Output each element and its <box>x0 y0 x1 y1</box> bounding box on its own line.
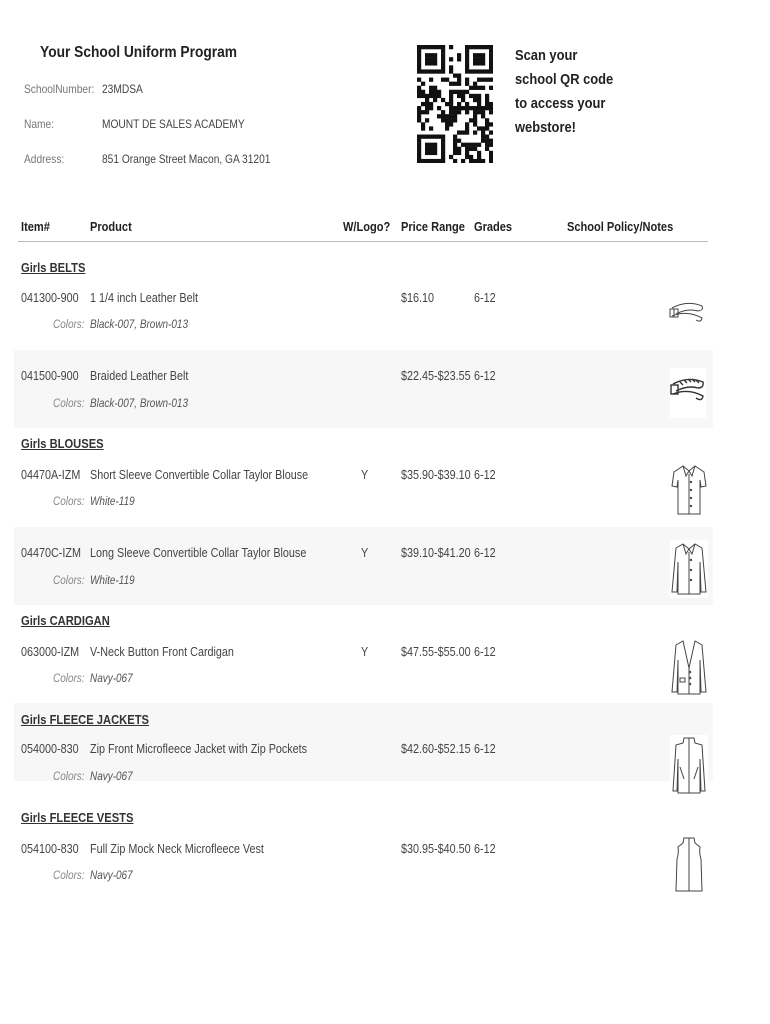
grades: 6-12 <box>474 368 496 383</box>
item-number: 054000-830 <box>21 741 79 756</box>
belt-icon[interactable] <box>668 298 706 326</box>
colors-label: Colors: <box>53 769 85 783</box>
product-name[interactable]: Full Zip Mock Neck Microfleece Vest <box>90 841 264 856</box>
qr-line-1: Scan your <box>515 47 578 64</box>
grades: 6-12 <box>474 467 496 482</box>
category-heading[interactable]: Girls BELTS <box>21 260 86 275</box>
col-grades: Grades <box>474 219 513 234</box>
school-number-label: SchoolNumber: <box>24 82 95 96</box>
qr-line-4: webstore! <box>515 119 576 136</box>
price-range: $42.60-$52.15 <box>401 741 471 756</box>
name-value: MOUNT DE SALES ACADEMY <box>102 117 245 131</box>
colors-value: Navy-067 <box>90 769 133 783</box>
category-heading[interactable]: Girls FLEECE VESTS <box>21 810 134 825</box>
price-range: $35.90-$39.10 <box>401 467 471 482</box>
col-logo: W/Logo? <box>343 219 391 234</box>
program-title: Your School Uniform Program <box>40 44 238 61</box>
item-number: 041500-900 <box>21 368 79 383</box>
item-number: 041300-900 <box>21 290 79 305</box>
header-divider <box>18 241 708 242</box>
price-range: $22.45-$23.55 <box>401 368 471 383</box>
col-notes: School Policy/Notes <box>567 219 674 234</box>
grades: 6-12 <box>474 841 496 856</box>
price-range: $30.95-$40.50 <box>401 841 471 856</box>
colors-value: Black-007, Brown-013 <box>90 396 188 410</box>
product-name[interactable]: Short Sleeve Convertible Collar Taylor Blouse <box>90 467 309 482</box>
colors-value: Navy-067 <box>90 671 133 685</box>
colors-label: Colors: <box>53 317 85 331</box>
colors-value: White-119 <box>90 494 135 508</box>
colors-value: Navy-067 <box>90 868 133 882</box>
qr-code-icon[interactable] <box>417 45 493 163</box>
colors-label: Colors: <box>53 396 85 410</box>
product-name[interactable]: V-Neck Button Front Cardigan <box>90 644 234 659</box>
grades: 6-12 <box>474 741 496 756</box>
product-name[interactable]: Long Sleeve Convertible Collar Taylor Blouse <box>90 545 307 560</box>
item-number: 04470A-IZM <box>21 467 81 482</box>
item-number: 063000-IZM <box>21 644 80 659</box>
product-name[interactable]: Zip Front Microfleece Jacket with Zip Pockets <box>90 741 308 756</box>
qr-line-2: school QR code <box>515 71 614 88</box>
col-item: Item# <box>21 219 50 234</box>
qr-instructions <box>515 44 627 140</box>
fleece-jacket-icon[interactable] <box>670 735 708 795</box>
grades: 6-12 <box>474 545 496 560</box>
colors-value: White-119 <box>90 573 135 587</box>
colors-label: Colors: <box>53 671 85 685</box>
school-number-value: 23MDSA <box>102 82 143 96</box>
fleece-vest-icon[interactable] <box>672 835 706 893</box>
address-label: Address: <box>24 152 65 166</box>
colors-label: Colors: <box>53 868 85 882</box>
category-heading[interactable]: Girls BLOUSES <box>21 436 104 451</box>
colors-value: Black-007, Brown-013 <box>90 317 188 331</box>
colors-label: Colors: <box>53 573 85 587</box>
product-name[interactable]: 1 1/4 inch Leather Belt <box>90 290 198 305</box>
price-range: $16.10 <box>401 290 435 305</box>
long-sleeve-blouse-icon[interactable] <box>670 540 708 598</box>
logo-flag: Y <box>361 644 369 659</box>
category-heading[interactable]: Girls FLEECE JACKETS <box>21 712 149 727</box>
cardigan-icon[interactable] <box>670 638 708 696</box>
item-number: 04470C-IZM <box>21 545 81 560</box>
grades: 6-12 <box>474 290 496 305</box>
grades: 6-12 <box>474 644 496 659</box>
short-sleeve-blouse-icon[interactable] <box>670 462 708 518</box>
colors-label: Colors: <box>53 494 85 508</box>
braided-belt-icon[interactable] <box>670 368 706 418</box>
item-number: 054100-830 <box>21 841 79 856</box>
row-background <box>14 350 713 428</box>
product-name[interactable]: Braided Leather Belt <box>90 368 189 383</box>
col-product: Product <box>90 219 132 234</box>
logo-flag: Y <box>361 467 369 482</box>
address-value: 851 Orange Street Macon, GA 31201 <box>102 152 271 166</box>
row-background <box>14 527 713 605</box>
qr-line-3: to access your <box>515 95 606 112</box>
price-range: $39.10-$41.20 <box>401 545 471 560</box>
name-label: Name: <box>24 117 55 131</box>
price-range: $47.55-$55.00 <box>401 644 471 659</box>
logo-flag: Y <box>361 545 369 560</box>
category-heading[interactable]: Girls CARDIGAN <box>21 613 110 628</box>
col-price: Price Range <box>401 219 465 234</box>
